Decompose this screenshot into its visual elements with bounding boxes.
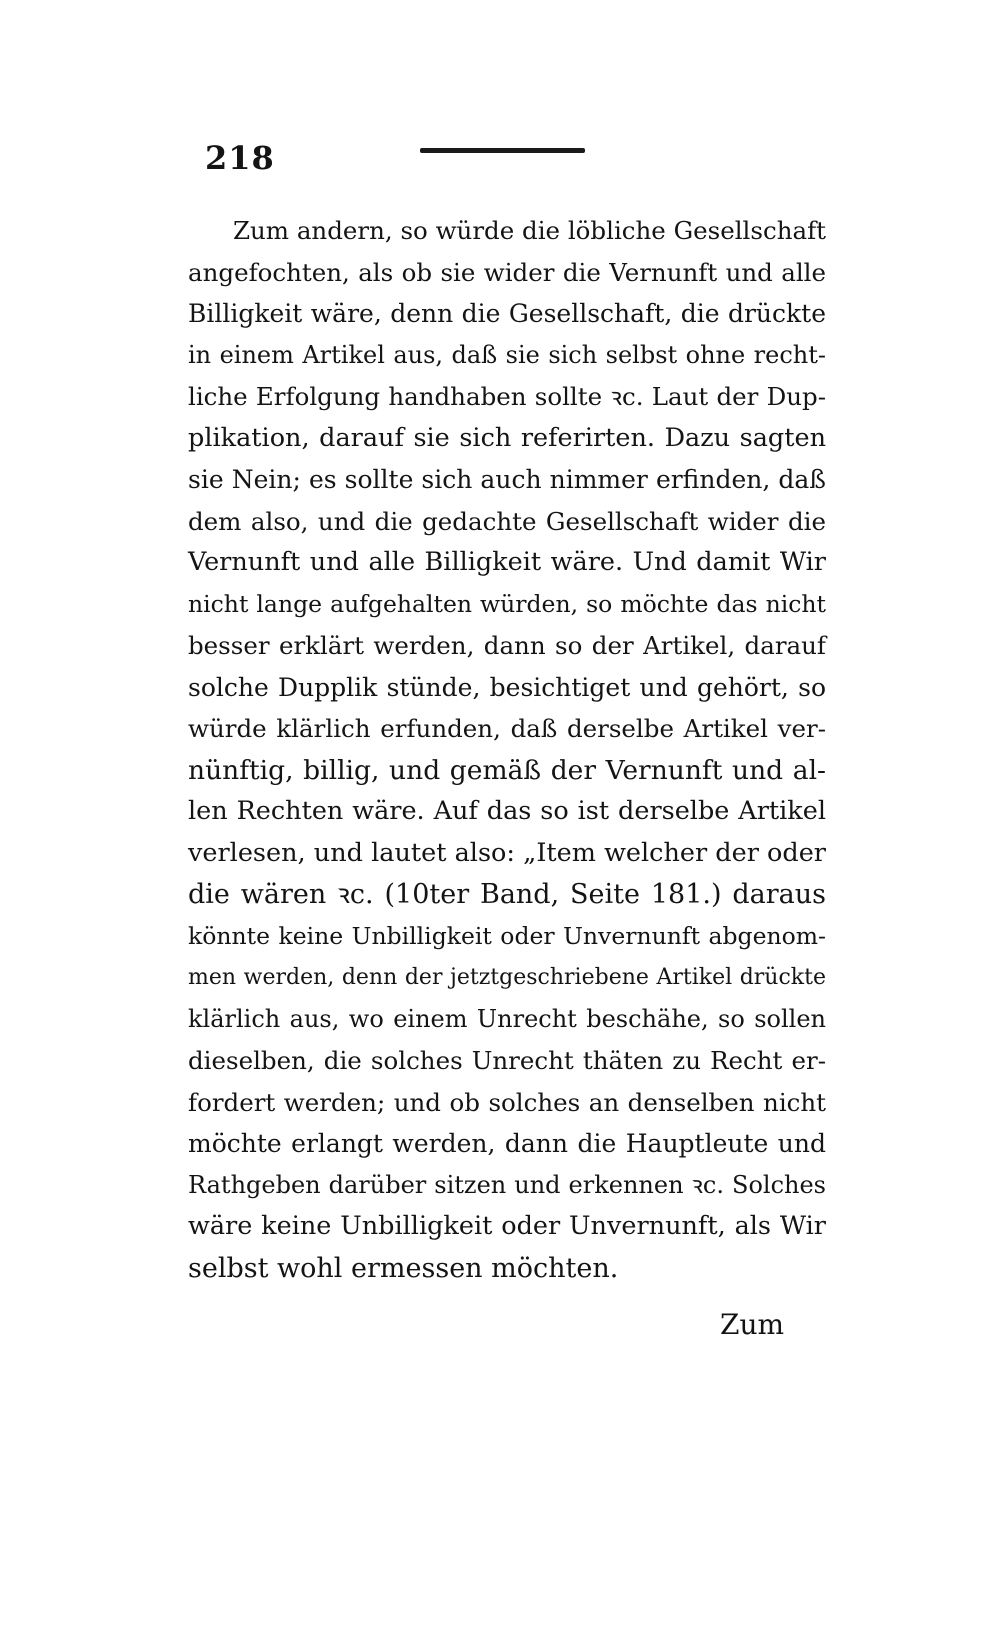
text-line: Billigkeit wäre, denn die Gesellschaft, die drückte [188,299,826,328]
catchword: Zum [720,1308,785,1341]
text-line: nicht lange aufgehalten würden, so möchte das nicht [188,589,826,618]
header-rule [420,148,585,153]
text-line: besser erklärt werden, dann so der Artikel, darauf [188,631,826,660]
text-line: Zum andern, so würde die löbliche Gesellschaft [233,216,826,245]
text-line: len Rechten wäre. Auf das so ist derselbe Artikel [188,796,826,826]
text-line: men werden, denn der jetztgeschriebene Artikel drückte [188,965,826,990]
text-line: solche Dupplik stünde, besichtiget und gehört, so [188,672,826,702]
text-line: nünftig, billig, und gemäß der Vernunft und al- [188,754,826,786]
text-line: möchte erlangt werden, dann die Hauptleute und [188,1129,826,1158]
text-line: könnte keine Unbilligkeit oder Unvernunft abgenom- [188,921,826,950]
text-line: in einem Artikel aus, daß sie sich selbst ohne recht- [188,340,826,369]
body-text [188,210,826,1289]
text-line: wäre keine Unbilligkeit oder Unvernunft, als Wir [188,1211,826,1241]
page-number: 218 [205,139,275,177]
text-line: selbst wohl ermessen möchten. [188,1252,619,1284]
text-line: Rathgeben darüber sitzen und erkennen ꝛc. Solches [188,1170,826,1199]
text-line: plikation, darauf sie sich referirten. Dazu sagten [188,422,826,453]
text-line: liche Erfolgung handhaben sollte ꝛc. Laut der Dup- [188,382,826,411]
text-line: dem also, und die gedachte Gesellschaft wider die [188,506,826,536]
text-line: angefochten, als ob sie wider die Vernunft und alle [188,257,826,287]
text-line: Vernunft und alle Billigkeit wäre. Und damit Wir [188,547,826,577]
text-line: klärlich aus, wo einem Unrecht beschähe, so sollen [188,1004,826,1033]
text-line: dieselben, die solches Unrecht thäten zu Recht er- [188,1046,826,1075]
text-line: sie Nein; es sollte sich auch nimmer erfinden, daß [188,465,826,494]
text-line: fordert werden; und ob solches an denselben nicht [188,1087,826,1117]
page-header [205,138,625,188]
text-line: würde klärlich erfunden, daß derselbe Artikel ver- [188,714,826,743]
text-line: die wären ꝛc. (10ter Band, Seite 181.) daraus [188,879,826,910]
text-line: verlesen, und lautet also: „Item welcher der oder [188,837,826,868]
